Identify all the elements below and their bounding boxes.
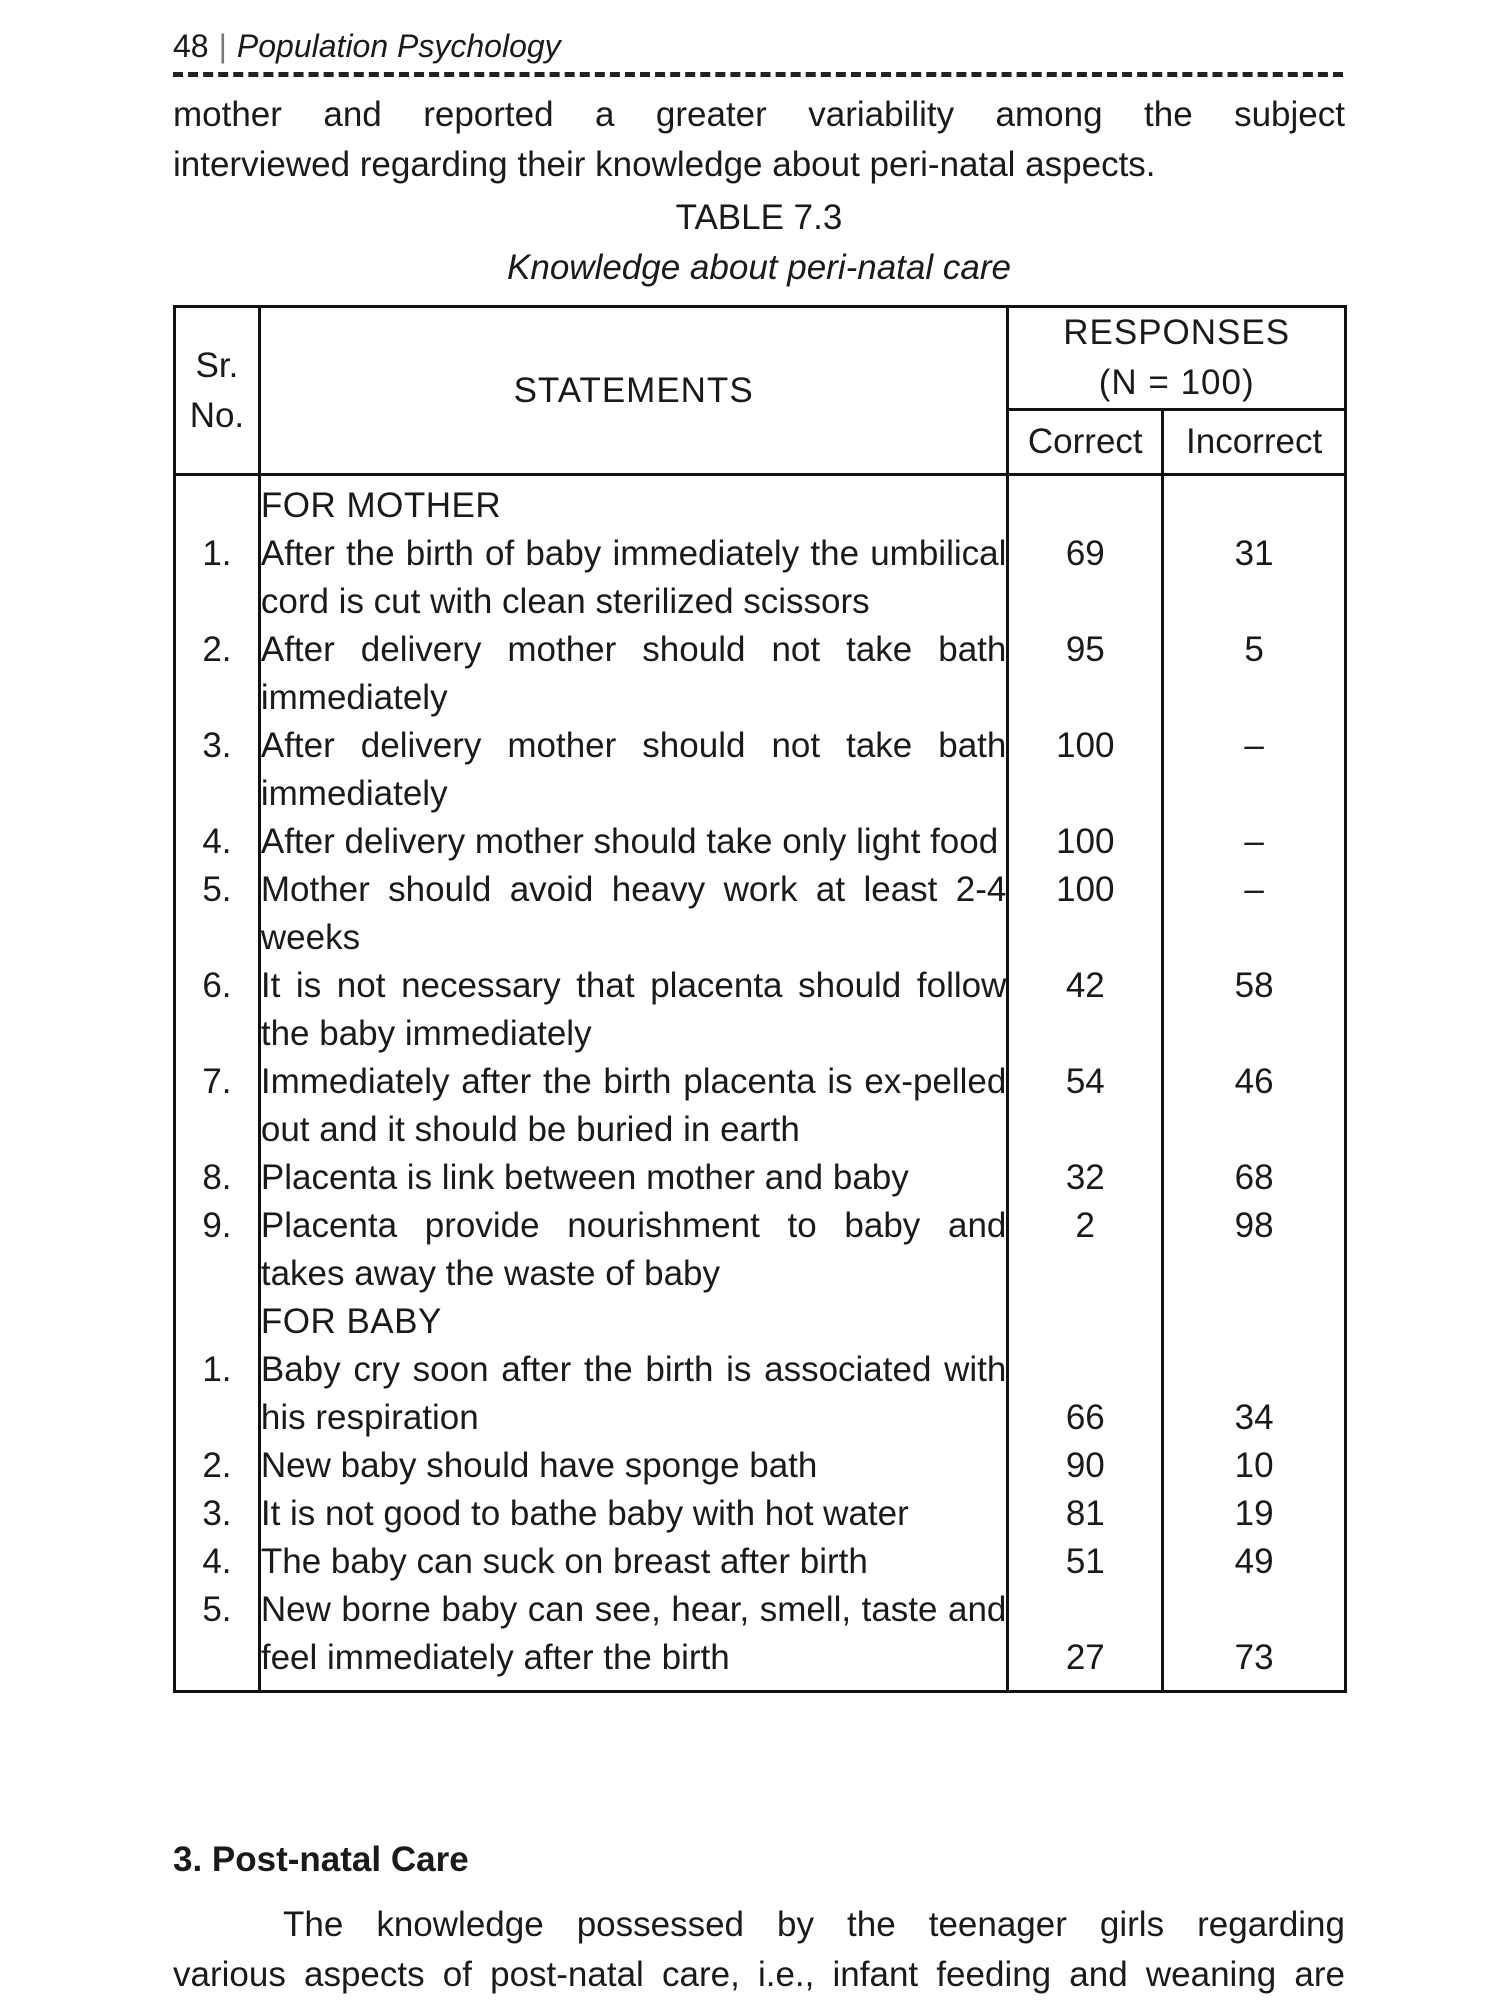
header-responses-line1: RESPONSES: [1063, 313, 1291, 352]
row-number: 2.: [175, 626, 260, 722]
table-caption: Knowledge about peri-natal care: [507, 248, 1011, 287]
page-number: 48: [173, 28, 209, 64]
section-line-1: The knowledge possessed by the teenager girls regarding: [283, 1905, 1345, 1944]
intro-line-1: mother and reported a greater variability among the subject: [173, 95, 1345, 134]
row-number: 4.: [175, 818, 260, 866]
row-incorrect: 49: [1163, 1538, 1346, 1586]
table-row: [175, 530, 1346, 626]
row-incorrect: 68: [1163, 1154, 1346, 1202]
running-header: [173, 22, 1343, 74]
table-row: [175, 1202, 1346, 1298]
section-row-mother: [175, 475, 1346, 531]
table-row: [175, 1154, 1346, 1202]
row-number: 4.: [175, 1538, 260, 1586]
row-number: 5.: [175, 866, 260, 962]
row-incorrect: 31: [1163, 530, 1346, 626]
row-number: 9.: [175, 1202, 260, 1298]
table-row: [175, 1586, 1346, 1692]
row-correct: 100: [1008, 722, 1163, 818]
row-correct: 81: [1008, 1490, 1163, 1538]
table-row: [175, 1058, 1346, 1154]
row-correct: 95: [1008, 626, 1163, 722]
row-statement: After delivery mother should take only light food: [259, 818, 1008, 866]
row-incorrect: –: [1163, 722, 1346, 818]
row-statement: After the birth of baby immediately the umbilical cord is cut with clean sterilized scissors: [259, 530, 1008, 626]
row-incorrect: 19: [1163, 1490, 1346, 1538]
row-correct: 2: [1008, 1202, 1163, 1298]
row-statement: Immediately after the birth placenta is ex-pelled out and it should be buried in earth: [259, 1058, 1008, 1154]
row-number: 2.: [175, 1442, 260, 1490]
row-incorrect: 10: [1163, 1442, 1346, 1490]
row-statement: Mother should avoid heavy work at least 2-4 weeks: [259, 866, 1008, 962]
table-row: [175, 626, 1346, 722]
row-correct: 100: [1008, 818, 1163, 866]
row-incorrect: 34: [1163, 1346, 1346, 1442]
row-statement: It is not good to bathe baby with hot water: [259, 1490, 1008, 1538]
table-row: [175, 1538, 1346, 1586]
section-label-mother: FOR MOTHER: [259, 475, 1008, 531]
row-incorrect: 46: [1163, 1058, 1346, 1154]
row-number: 7.: [175, 1058, 260, 1154]
table-row: [175, 1346, 1346, 1442]
book-title: Population Psychology: [236, 28, 561, 64]
row-correct: 32: [1008, 1154, 1163, 1202]
row-number: 1.: [175, 530, 260, 626]
row-statement: Baby cry soon after the birth is associated with his respiration: [259, 1346, 1008, 1442]
table-row: [175, 1442, 1346, 1490]
row-statement: New borne baby can see, hear, smell, taste and feel immediately after the birth: [259, 1586, 1008, 1692]
row-number: 3.: [175, 1490, 260, 1538]
row-correct: 54: [1008, 1058, 1163, 1154]
header-incorrect: Incorrect: [1163, 410, 1346, 475]
row-incorrect: 5: [1163, 626, 1346, 722]
row-correct: 90: [1008, 1442, 1163, 1490]
table-title: TABLE 7.3: [675, 198, 843, 237]
row-incorrect: –: [1163, 818, 1346, 866]
header-correct: Correct: [1008, 410, 1163, 475]
row-statement: New baby should have sponge bath: [259, 1442, 1008, 1490]
section-row-baby: [175, 1298, 1346, 1346]
row-incorrect: –: [1163, 866, 1346, 962]
row-number: 3.: [175, 722, 260, 818]
header-sr-line2: No.: [189, 395, 245, 435]
table-row: [175, 962, 1346, 1058]
row-incorrect: 98: [1163, 1202, 1346, 1298]
section-heading: 3. Post-natal Care: [173, 1840, 469, 1879]
row-statement: After delivery mother should not take bath immediately: [259, 626, 1008, 722]
row-incorrect: 58: [1163, 962, 1346, 1058]
header-statements: STATEMENTS: [259, 307, 1008, 475]
row-correct: 69: [1008, 530, 1163, 626]
row-statement: Placenta is link between mother and baby: [259, 1154, 1008, 1202]
row-correct: 27: [1008, 1586, 1163, 1692]
row-incorrect: 73: [1163, 1586, 1346, 1692]
row-statement: The baby can suck on breast after birth: [259, 1538, 1008, 1586]
row-number: 5.: [175, 1586, 260, 1692]
table-row: [175, 866, 1346, 962]
table-row: [175, 818, 1346, 866]
row-statement: After delivery mother should not take bath immediately: [259, 722, 1008, 818]
row-correct: 100: [1008, 866, 1163, 962]
section-label-baby: FOR BABY: [259, 1298, 1008, 1346]
table-row: [175, 1490, 1346, 1538]
intro-line-2: interviewed regarding their knowledge about peri-natal aspects.: [173, 145, 1156, 184]
row-statement: It is not necessary that placenta should follow the baby immediately: [259, 962, 1008, 1058]
header-sr-line1: Sr.: [195, 345, 239, 385]
knowledge-table: [173, 305, 1347, 1693]
row-correct: 51: [1008, 1538, 1163, 1586]
header-responses-line2: (N = 100): [1098, 363, 1255, 402]
header-separator: |: [218, 28, 227, 64]
header-sr-no: [175, 307, 260, 475]
section-line-2: various aspects of post-natal care, i.e., infant feeding and weaning are: [173, 1955, 1345, 1994]
table-row: [175, 722, 1346, 818]
row-correct: 42: [1008, 962, 1163, 1058]
row-correct: 66: [1008, 1346, 1163, 1442]
row-number: 6.: [175, 962, 260, 1058]
header-responses: [1008, 307, 1346, 410]
row-number: 1.: [175, 1346, 260, 1442]
header-rule: [173, 72, 1343, 77]
row-statement: Placenta provide nourishment to baby and takes away the waste of baby: [259, 1202, 1008, 1298]
row-number: 8.: [175, 1154, 260, 1202]
